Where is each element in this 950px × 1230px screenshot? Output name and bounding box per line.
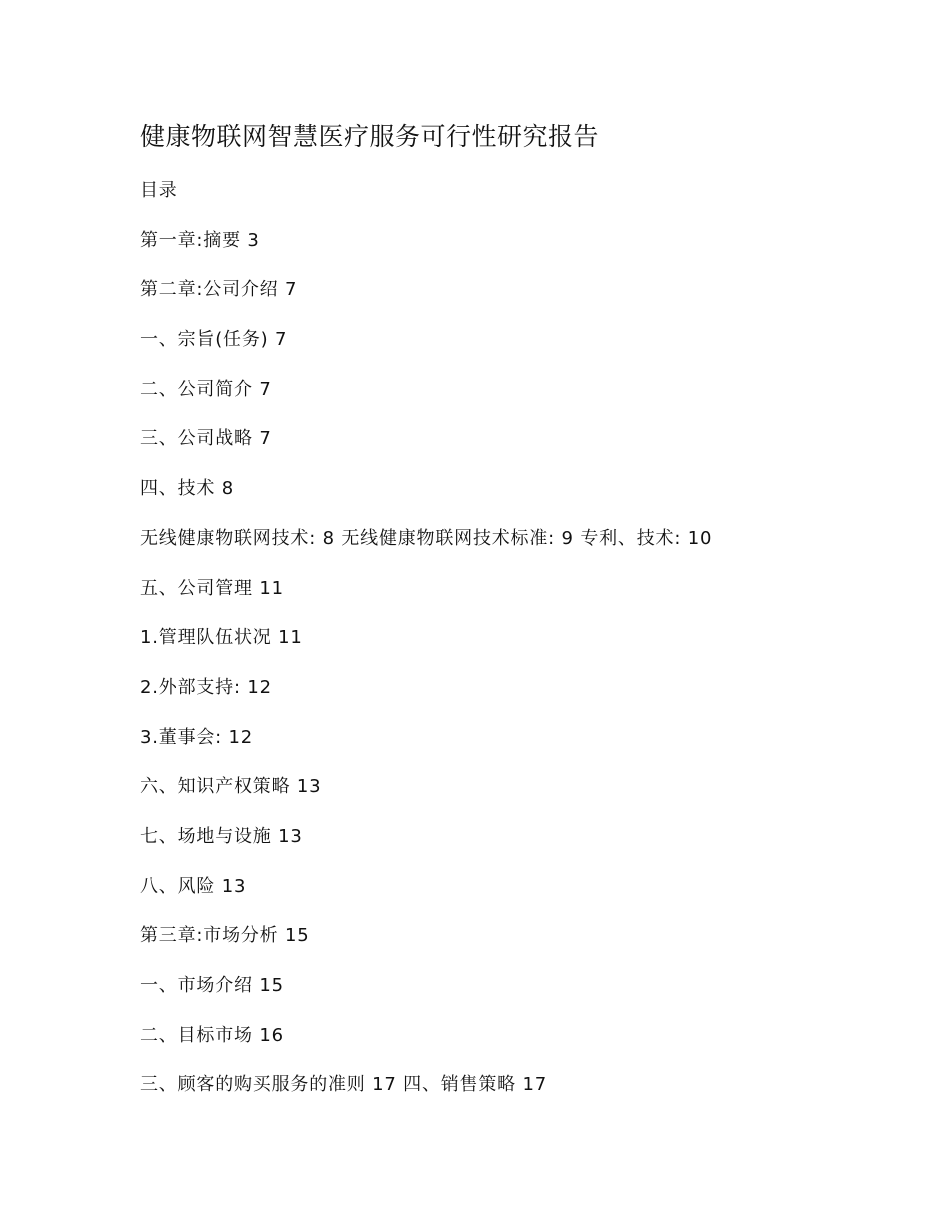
toc-entry-management[interactable]: 五、公司管理 11 [140,577,284,599]
toc-entry-company-strategy[interactable]: 三、公司战略 7 [140,428,272,450]
toc-entry-external-support[interactable]: 2.外部支持: 12 [140,676,272,698]
toc-entry-technology[interactable]: 四、技术 8 [140,478,234,500]
toc-entry-facilities[interactable]: 七、场地与设施 13 [140,825,303,847]
toc-entry-target-market[interactable]: 二、目标市场 16 [140,1024,284,1046]
toc-entry-company-profile[interactable]: 二、公司简介 7 [140,378,272,400]
toc-entry-management-team[interactable]: 1.管理队伍状况 11 [140,627,303,649]
toc-heading: 目录 [140,180,178,201]
toc-entry-board[interactable]: 3.董事会: 12 [140,726,254,748]
toc-entry-chapter-1[interactable]: 第一章:摘要 3 [140,229,260,251]
document-title: 健康物联网智慧医疗服务可行性研究报告 [140,122,600,151]
toc-entry-chapter-2[interactable]: 第二章:公司介绍 7 [140,279,298,301]
toc-entry-purchase-criteria[interactable]: 三、顾客的购买服务的准则 17 四、销售策略 17 [140,1074,547,1096]
toc-entry-wireless-iot[interactable]: 无线健康物联网技术: 8 无线健康物联网技术标准: 9 专利、技术: 10 [140,527,713,549]
toc-entry-mission[interactable]: 一、宗旨(任务) 7 [140,329,288,351]
toc-entry-chapter-3[interactable]: 第三章:市场分析 15 [140,925,310,947]
toc-entry-market-intro[interactable]: 一、市场介绍 15 [140,975,284,996]
toc-entry-risks[interactable]: 八、风险 13 [140,875,247,897]
table-of-contents [140,176,712,1120]
toc-entry-ip-strategy[interactable]: 六、知识产权策略 13 [140,776,322,798]
